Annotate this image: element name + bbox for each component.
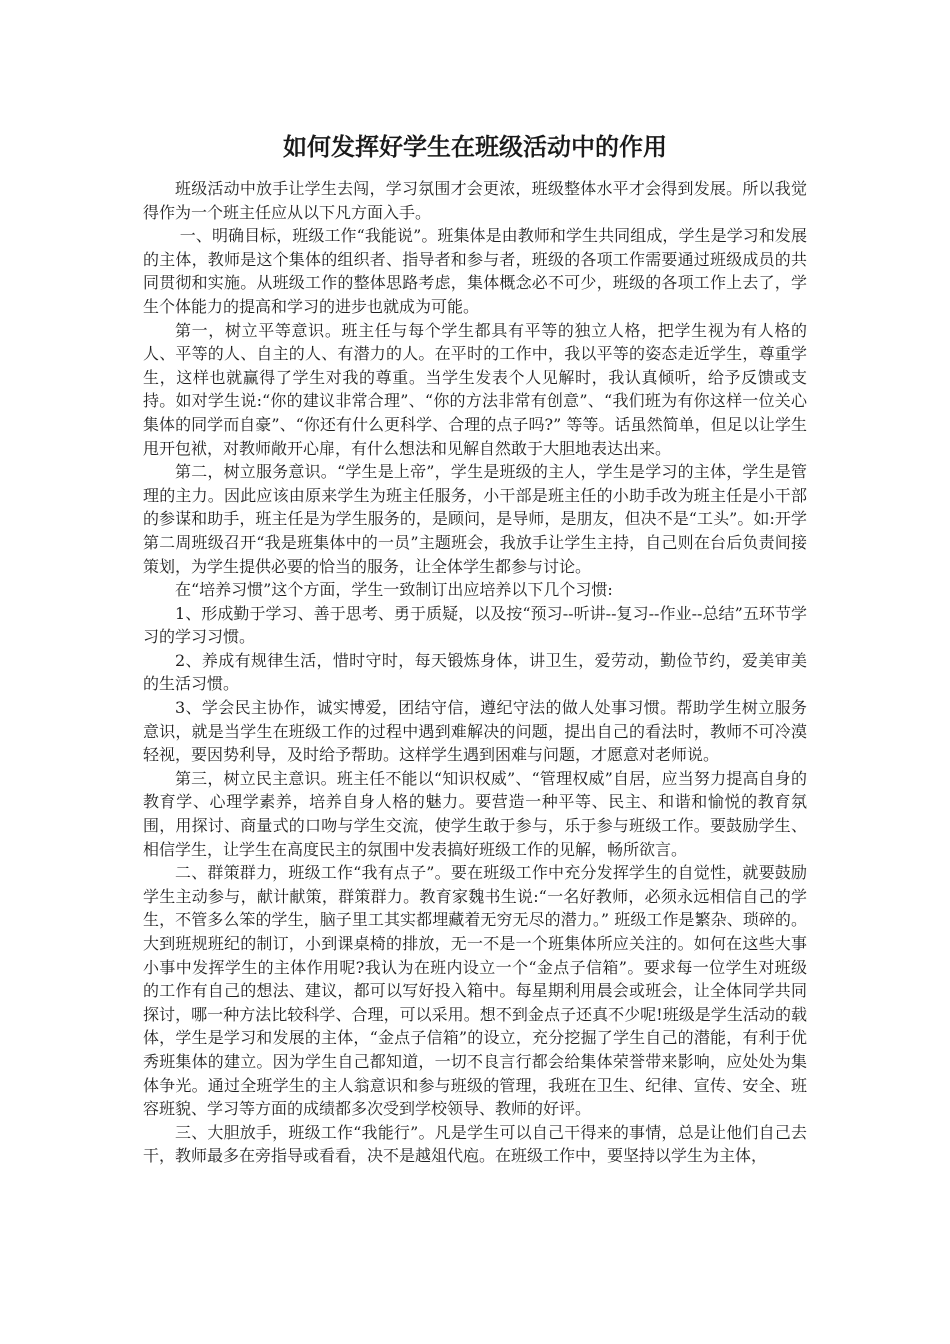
paragraph-habits-intro: 在“培养习惯”这个方面，学生一致制订出应培养以下几个习惯: [175,580,613,600]
paragraph-habit-2: 2、养成有规律生活，惜时守时，每天锻炼身体，讲卫生，爱劳动，勤俭节约，爱美审美的生活习惯。 [143,650,807,694]
paragraph-section-3: 三、大胆放手，班级工作“我能行”。凡是学生可以自己干得来的事情，总是让他们自己去干，教师最多在旁指导或看看，决不是越俎代庖。在班级工作中，要坚持以学生为主体， [143,1122,807,1166]
paragraph-equality: 第一，树立平等意识。班主任与每个学生都具有平等的独立人格，把学生视为有人格的人、平等的人、自主的人、有潜力的人。在平时的工作中，我以平等的姿态走近学生，尊重学生，这样也就赢得了学生对我的尊重。当学生发表个人见解时，我认真倾听，给予反馈或支持。如对学生说:“你的建议非常合理”、“你的方法非常有创意”、“我们班为有你这样一位关心集体的同学而自豪”、“你还有什么更科学、合理的点子吗?” 等等。话虽然简单，但足以让学生甩开包袱，对教师敞开心扉，有什么想法和见解自然敢于大胆地表达出来。 [143,320,807,458]
paragraph-service: 第二，树立服务意识。“学生是上帝”，学生是班级的主人，学生是学习的主体，学生是管理的主力。因此应该由原来学生为班主任服务，小干部是班主任的小助手改为班主任是小干部的参谋和助手，班主任是为学生服务的，是顾问，是导师，是朋友，但决不是“工头”。如:开学第二周班级召开“我是班集体中的一员”主题班会，我放手让学生主持，自己则在台后负责间接策划，为学生提供必要的恰当的服务，让全体学生都参与讨论。 [143,462,807,576]
paragraph-habit-1: 1、形成勤于学习、善于思考、勇于质疑，以及按“预习--听讲--复习--作业--总结”五环节学习的学习习惯。 [143,603,807,647]
paragraph-section-2: 二、群策群力，班级工作“我有点子”。要在班级工作中充分发挥学生的自觉性，就要鼓励学生主动参与，献计献策，群策群力。教育家魏书生说:“一名好教师，必须永远相信自己的学生，不管多么笨的学生，脑子里工其实都埋藏着无穷无尽的潜力。” 班级工作是繁杂、琐碎的。大到班规班纪的制订，小到课桌椅的排放，无一不是一个班集体所应关注的。如何在这些大事小事中发挥学生的主体作用呢?我认为在班内设立一个“金点子信箱”。要求每一位学生对班级的工作有自己的想法、建议，都可以写好投入箱中。每星期利用晨会或班会，让全体同学共同探讨，哪一种方法比较科学、合理，可以采用。想不到金点子还真不少呢!班级是学生活动的载体，学生是学习和发展的主体，“金点子信箱”的设立，充分挖掘了学生自己的潜能，有利于优秀班集体的建立。因为学生自己都知道，一切不良言行都会给集体荣誉带来影响，应处处为集体争光。通过全班学生的主人翁意识和参与班级的管理，我班在卫生、纪律、宣传、安全、班容班貌、学习等方面的成绩都多次受到学校领导、教师的好评。 [143,863,807,1119]
paragraph-intro: 班级活动中放手让学生去闯，学习氛围才会更浓，班级整体水平才会得到发展。所以我觉得作为一个班主任应从以下凡方面入手。 [143,179,807,222]
document-body [143,177,807,1168]
paragraph-democracy: 第三，树立民主意识。班主任不能以“知识权威”、“管理权威”自居，应当努力提高自身的教育学、心理学素养，培养自身人格的魅力。要营造一种平等、民主、和谐和愉悦的教育氛围，用探讨、商量式的口吻与学生交流，使学生敢于参与，乐于参与班级工作。要鼓励学生、相信学生，让学生在高度民主的氛围中发表搞好班级工作的见解，畅所欲言。 [143,768,807,859]
paragraph-section-1: 一、明确目标，班级工作“我能说”。班集体是由教师和学生共同组成，学生是学习和发展的主体，教师是这个集体的组织者、指导者和参与者，班级的各项工作需要通过班级成员的共同贯彻和实施。从班级工作的整体思路考虑，集体概念必不可少，班级的各项工作上去了，学生个体能力的提高和学习的进步也就成为可能。 [143,226,807,316]
paragraph-habit-3: 3、学会民主协作，诚实博爱，团结守信，遵纪守法的做人处事习惯。帮助学生树立服务意识，就是当学生在班级工作的过程中遇到难解决的问题，提出自己的看法时，教师不可冷漠轻视，要因势利导，及时给予帮助。这样学生遇到困难与问题，才愿意对老师说。 [143,698,807,765]
document-title: 如何发挥好学生在班级活动中的作用 [283,132,667,161]
